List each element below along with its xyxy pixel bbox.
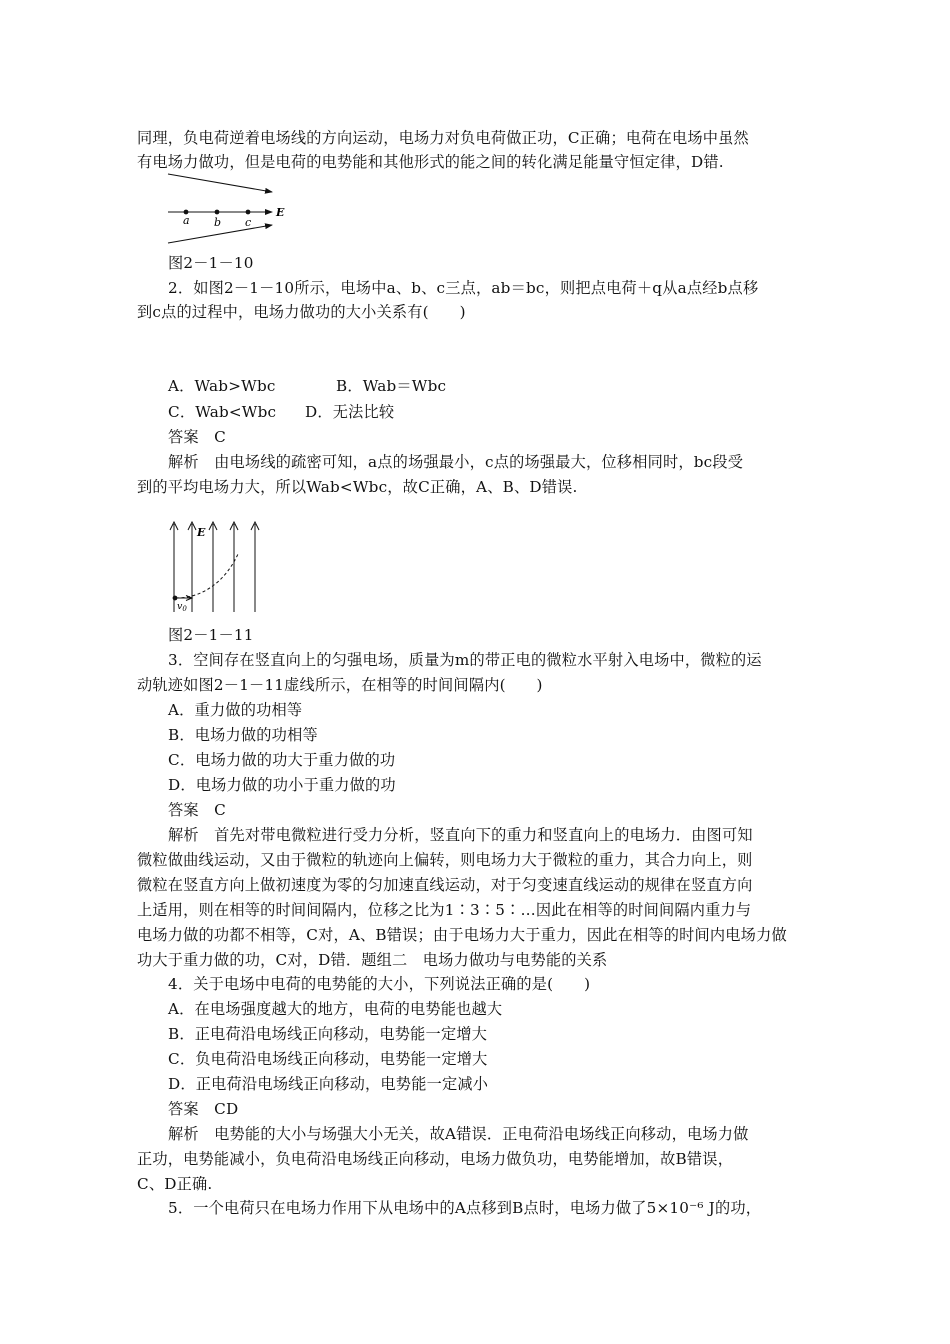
text-line: 有电场力做功，但是电荷的电势能和其他形式的能之间的转化满足能量守恒定律，D错. (137, 153, 724, 171)
option-d: D．无法比较 (305, 403, 395, 421)
analysis-line: 到的平均电场力大，所以Wab<Wbc，故C正确，A、B、D错误. (137, 478, 578, 496)
question-stem: 3．空间存在竖直向上的匀强电场，质量为m的带正电的微粒水平射入电场中，微粒的运 (168, 651, 762, 669)
figure-2-1-10 (164, 172, 299, 250)
option-c: C．Wab<Wbc (168, 403, 277, 421)
question-stem: 动轨迹如图2－1－11虚线所示，在相等的时间间隔内( ) (137, 676, 543, 694)
label-v0: $v_0$ (177, 601, 187, 613)
analysis-line: 解析 电势能的大小与场强大小无关，故A错误．正电荷沿电场线正向移动，电场力做 (168, 1125, 749, 1143)
figure-caption: 图2－1－11 (168, 626, 254, 644)
question-stem: 5．一个电荷只在电场力作用下从电场中的A点移到B点时，电场力做了5×10⁻⁶ J的功， (168, 1199, 762, 1217)
analysis-line: 解析 首先对带电微粒进行受力分析，竖直向下的重力和竖直向上的电场力．由图可知 (168, 826, 753, 844)
trajectory-curve (176, 554, 238, 598)
option-c: C．负电荷沿电场线正向移动，电势能一定增大 (168, 1050, 488, 1068)
figure-2-1-11 (164, 518, 274, 618)
question-stem: 2．如图2－1－10所示，电场中a、b、c三点，ab＝bc，则把点电荷＋q从a点经b点移 (168, 279, 759, 297)
option-c: C．电场力做的功大于重力做的功 (168, 751, 396, 769)
option-a: A．在电场强度越大的地方，电荷的电势能也越大 (168, 1000, 503, 1018)
analysis-line: 微粒做曲线运动，又由于微粒的轨迹向上偏转，则电场力大于微粒的重力，其合力向上，则 (137, 851, 753, 869)
answer: 答案 CD (168, 1100, 239, 1118)
analysis-line: 功大于重力做的功，C对，D错．题组二 电场力做功与电势能的关系 (137, 951, 608, 969)
point-b (215, 210, 220, 215)
analysis-line: C、D正确. (137, 1175, 213, 1193)
analysis-line: 电场力做的功都不相等，C对，A、B错误；由于电场力大于重力，因此在相等的时间内电场力做 (137, 926, 787, 944)
label-b: b (214, 216, 222, 229)
analysis-line: 微粒在竖直方向上做初速度为零的匀加速直线运动，对于匀变速直线运动的规律在竖直方向 (137, 876, 753, 894)
text-line: 同理，负电荷逆着电场线的方向运动，电场力对负电荷做正功，C正确；电荷在电场中虽然 (137, 129, 749, 147)
option-a: A．Wab>Wbc (168, 377, 276, 395)
analysis-line: 解析 由电场线的疏密可知，a点的场强最小，c点的场强最大，位移相同时，bc段受 (168, 453, 744, 471)
analysis-line: 上适用，则在相等的时间间隔内，位移之比为1∶3∶5∶…因此在相等的时间间隔内重力与 (137, 901, 752, 919)
label-E: E (197, 526, 206, 539)
figure-caption: 图2－1－10 (168, 254, 254, 272)
label-E: E (276, 206, 285, 219)
field-line (168, 174, 272, 192)
answer: 答案 C (168, 428, 226, 446)
question-stem: 到c点的过程中，电场力做功的大小关系有( ) (137, 303, 466, 321)
question-stem: 4．关于电场中电荷的电势能的大小，下列说法正确的是( ) (168, 975, 591, 993)
analysis-line: 正功，电势能减小，负电荷沿电场线正向移动，电场力做负功，电势能增加，故B错误， (137, 1150, 734, 1168)
option-d: D．正电荷沿电场线正向移动，电势能一定减小 (168, 1075, 489, 1093)
option-b: B．正电荷沿电场线正向移动，电势能一定增大 (168, 1025, 488, 1043)
option-b: B．Wab＝Wbc (336, 377, 447, 395)
option-b: B．电场力做的功相等 (168, 726, 318, 744)
point-c (246, 210, 251, 215)
label-c: c (245, 216, 252, 229)
option-d: D．电场力做的功小于重力做的功 (168, 776, 396, 794)
label-a: a (183, 214, 190, 227)
option-a: A．重力做的功相等 (168, 701, 303, 719)
answer: 答案 C (168, 801, 226, 819)
